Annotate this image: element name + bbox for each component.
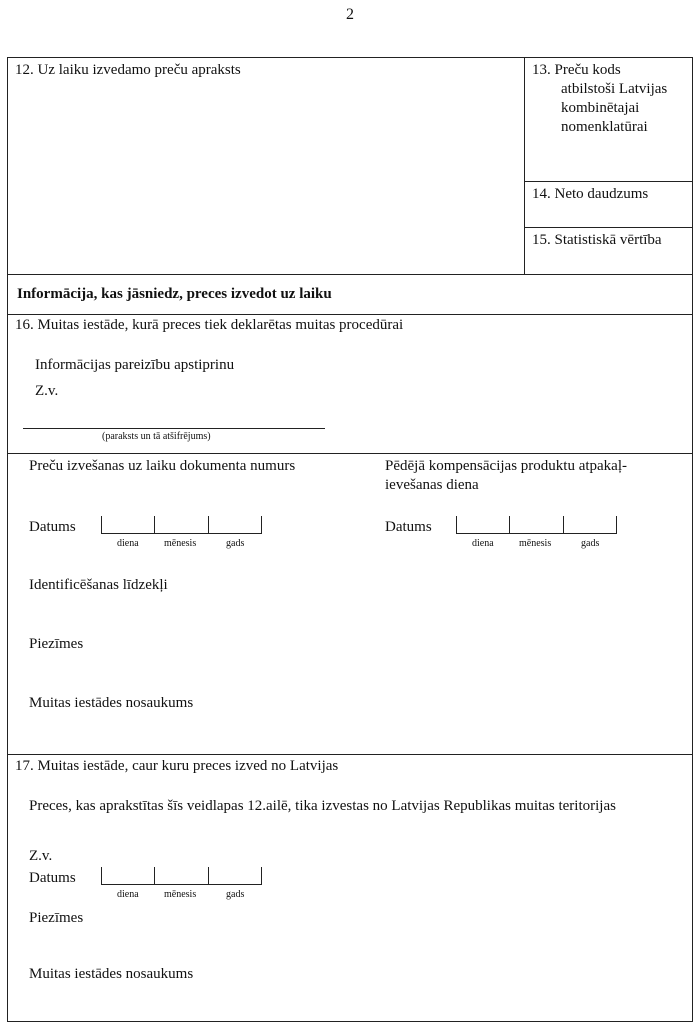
box17-stamp: Z.v. — [29, 848, 53, 864]
date-caption-year: gads — [226, 538, 245, 549]
box17-statement: Preces, kas aprakstītas šīs veidlapas 12.ailē, tika izvestas no Latvijas Republikas muitas teritorijas — [29, 798, 616, 814]
box16-notes-label: Piezīmes — [29, 636, 84, 652]
date-caption-month: mēnesis — [519, 538, 552, 549]
signature-line — [23, 428, 325, 429]
section-heading: Informācija, kas jāsniedz, preces izvedot uz laiku — [17, 286, 332, 302]
box16-office-name: Muitas iestādes nosaukums — [29, 695, 194, 711]
divider-heading — [8, 314, 693, 315]
box13-line1: 13. Preču kods — [532, 62, 621, 78]
box17-office-name: Muitas iestādes nosaukums — [29, 966, 194, 982]
box16-date-label: Datums — [29, 519, 76, 535]
box15-label: 15. Statistiskā vērtība — [532, 232, 662, 248]
page-number: 2 — [346, 6, 354, 23]
date-caption-day: diena — [117, 538, 139, 549]
box13-line3: kombinētajai — [561, 100, 640, 116]
signature-caption: (paraksts un tā atšifrējums) — [102, 431, 211, 442]
box14-label: 14. Neto daudzums — [532, 186, 649, 202]
box16-confirm: Informācijas pareizību apstiprinu — [35, 357, 235, 373]
identification-label: Identificēšanas līdzekļi — [29, 577, 168, 593]
divider-box13-14 — [524, 181, 693, 182]
box16-date-field[interactable] — [101, 516, 263, 549]
date-caption-day: diena — [472, 538, 494, 549]
date-caption-year: gads — [226, 889, 245, 900]
box16-date-label-right: Datums — [385, 519, 432, 535]
box17-date-label: Datums — [29, 870, 76, 886]
date-caption-year: gads — [581, 538, 600, 549]
form-frame — [7, 57, 693, 1022]
box12-label: 12. Uz laiku izvedamo preču apraksts — [15, 62, 241, 78]
date-caption-day: diena — [117, 889, 139, 900]
box16-stamp: Z.v. — [35, 383, 59, 399]
date-caption-month: mēnesis — [164, 889, 197, 900]
box13-line2: atbilstoši Latvijas — [561, 81, 668, 97]
divider-box12 — [524, 58, 525, 274]
last-day-line2: ievešanas diena — [385, 477, 479, 493]
last-day-line1: Pēdējā kompensācijas produktu atpakaļ- — [385, 458, 628, 474]
box17-label: 17. Muitas iestāde, caur kuru preces izved no Latvijas — [15, 758, 339, 774]
last-day-date-field[interactable] — [456, 516, 618, 549]
doc-number-label: Preču izvešanas uz laiku dokumenta numurs — [29, 458, 296, 474]
box17-date-field[interactable] — [101, 867, 263, 900]
divider-box14-15 — [524, 227, 693, 228]
box16-label: 16. Muitas iestāde, kurā preces tiek deklarētas muitas procedūrai — [15, 317, 404, 333]
date-caption-month: mēnesis — [164, 538, 197, 549]
divider-box17 — [8, 754, 693, 755]
divider-box16-sub — [8, 453, 693, 454]
divider-top-section — [8, 274, 693, 275]
box13-line4: nomenklatūrai — [561, 119, 648, 135]
box17-notes-label: Piezīmes — [29, 910, 84, 926]
